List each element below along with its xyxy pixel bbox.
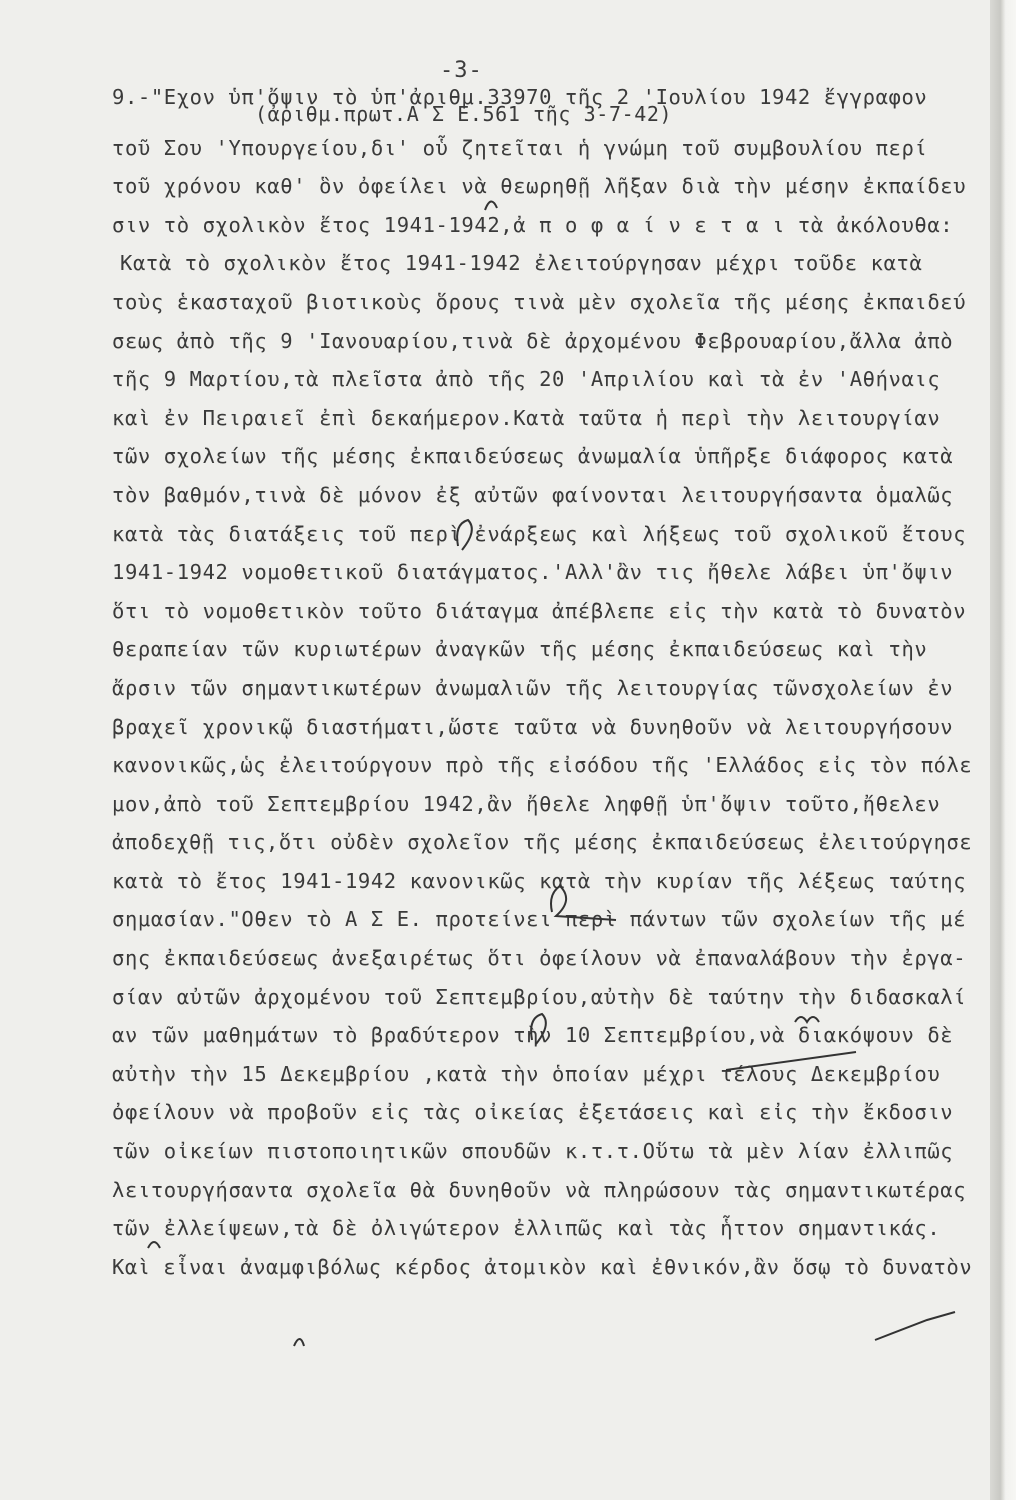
text-line: αὐτὴν τὴν 15 Δεκεμβρίου ,κατὰ τὴν ὁποίαν μέχρι τέλους Δεκεμβρίου xyxy=(112,1061,941,1086)
text-line: καὶ ἐν Πειραιεῖ ἐπὶ δεκαήμερον.Κατὰ ταῦτα ἡ περὶ τὴν λειτουργίαν xyxy=(112,405,941,430)
correction-stroke xyxy=(294,1339,304,1346)
text-line: σημασίαν."Οθεν τὸ Α Σ Ε. προτείνει περὶ πάντων τῶν σχολείων τῆς μέ xyxy=(112,907,967,932)
text-line: σεως ἀπὸ τῆς 9 'Ιανουαρίου,τινὰ δὲ ἀρχομένου Φεβρουαρίου,ἄλλα ἀπὸ xyxy=(112,328,954,353)
text-line: ἀποδεχθῇ τις,ὅτι οὐδὲν σχολεῖον τῆς μέσης ἐκπαιδεύσεως ἐλειτούργησε xyxy=(112,830,973,855)
text-line: ὅτι τὸ νομοθετικὸν τοῦτο διάταγμα ἀπέβλεπε εἰς τὴν κατὰ τὸ δυνατὸν xyxy=(112,598,967,623)
text-line: κανονικῶς,ὡς ἐλειτούργουν πρὸ τῆς εἰσόδου τῆς 'Ελλάδος εἰς τὸν πόλε xyxy=(112,753,973,778)
text-line: ὀφείλουν νὰ προβοῦν εἰς τὰς οἰκείας ἐξετάσεις καὶ εἰς τὴν ἔκδοσιν xyxy=(112,1100,954,1125)
text-line: λειτουργήσαντα σχολεῖα θὰ δυνηθοῦν νὰ πληρώσουν τὰς σημαντικωτέρας xyxy=(112,1177,967,1202)
text-line: σης ἐκπαιδεύσεως ἀνεξαιρέτως ὅτι ὀφείλουν νὰ ἐπαναλάβουν τὴν ἐργα- xyxy=(112,946,967,971)
text-line: μον,ἀπὸ τοῦ Σεπτεμβρίου 1942,ἂν ἤθελε ληφθῇ ὑπ'ὄψιν τοῦτο,ἤθελεν xyxy=(112,791,941,816)
text-line: τῆς 9 Μαρτίου,τὰ πλεῖστα ἀπὸ τῆς 20 'Απριλίου καὶ τὰ ἐν 'Αθήναις xyxy=(112,367,941,392)
text-line: ἄρσιν τῶν σημαντικωτέρων ἀνωμαλιῶν τῆς λειτουργίας τῶνσχολείων ἐν xyxy=(112,675,954,700)
text-line: τοῦ Σου 'Υπουργείου,δι' οὗ ζητεῖται ἡ γνώμη τοῦ συμβουλίου περί xyxy=(112,135,928,160)
text-line: τῶν οἰκείων πιστοποιητικῶν σπουδῶν κ.τ.τ.Οὕτω τὰ μὲν λίαν ἐλλιπῶς xyxy=(112,1139,954,1164)
text-line: Κατὰ τὸ σχολικὸν ἔτος 1941-1942 ἐλειτούργησαν μέχρι τοῦδε κατὰ xyxy=(120,251,923,276)
text-line: τὸν βαθμόν,τινὰ δὲ μόνον ἐξ αὐτῶν φαίνονται λειτουργήσαντα ὁμαλῶς xyxy=(112,482,954,507)
text-line: θεραπείαν τῶν κυριωτέρων ἀναγκῶν τῆς μέσης ἐκπαιδεύσεως καὶ τὴν xyxy=(112,637,928,662)
text-line: βραχεῖ χρονικῷ διαστήματι,ὥστε ταῦτα νὰ δυνηθοῦν νὰ λειτουργήσουν xyxy=(112,714,954,739)
text-line: τῶν ἐλλείψεων,τὰ δὲ ὀλιγώτερον ἐλλιπῶς καὶ τὰς ἧττον σημαντικάς. xyxy=(112,1216,941,1241)
text-line: κατὰ τὰς διατάξεις τοῦ περὶ ἐνάρξεως καὶ λήξεως τοῦ σχολικοῦ ἔτους xyxy=(112,521,967,546)
text-line: σίαν αὐτῶν ἀρχομένου τοῦ Σεπτεμβρίου,αὐτὴν δὲ ταύτην τὴν διδασκαλί xyxy=(112,984,967,1009)
text-line: αν τῶν μαθημάτων τὸ βραδύτερον τὴν 10 Σεπτεμβρίου,νὰ διακόψουν δὲ xyxy=(112,1023,954,1048)
interline-reference-note: (ἀριθμ.πρωτ.Α Σ Ε.561 τῆς 3-7-42) xyxy=(255,102,673,126)
text-line: 1941-1942 νομοθετικοῦ διατάγματος.'Αλλ'ἂν τις ἤθελε λάβει ὑπ'ὄψιν xyxy=(112,560,954,585)
page-binding-edge xyxy=(990,0,1016,1500)
text-line: τοὺς ἑκασταχοῦ βιοτικοὺς ὅρους τινὰ μὲν σχολεῖα τῆς μέσης ἐκπαιδεύ xyxy=(112,289,967,314)
text-line: 9.-"Εχον ὑπ'ὄψιν τὸ ὑπ'ἀριθμ.33970 τῆς 2 'Ιουλίου 1942 ἔγγραφον xyxy=(112,85,928,109)
text-line: σιν τὸ σχολικὸν ἔτος 1941-1942,ἀ π ο φ α ί ν ε τ α ι τὰ ἀκόλουθα: xyxy=(112,212,954,237)
text-line: τῶν σχολείων τῆς μέσης ἐκπαιδεύσεως ἀνωμαλία ὑπῆρξε διάφορος κατὰ xyxy=(112,444,954,469)
text-line: κατὰ τὸ ἔτος 1941-1942 κανονικῶς κατὰ τὴν κυρίαν τῆς λέξεως ταύτης xyxy=(112,868,967,893)
text-line: τοῦ χρόνου καθ' ὃν ὀφείλει νὰ θεωρηθῇ λῆξαν διὰ τὴν μέσην ἐκπαίδευ xyxy=(112,174,967,199)
text-line: Καὶ εἶναι ἀναμφιβόλως κέρδος ἀτομικὸν καὶ ἐθνικόν,ἂν ὅσῳ τὸ δυνατὸν xyxy=(112,1254,973,1279)
page-number: -3- xyxy=(440,58,483,83)
typewritten-body xyxy=(112,78,972,1286)
correction-stroke xyxy=(875,1312,955,1340)
